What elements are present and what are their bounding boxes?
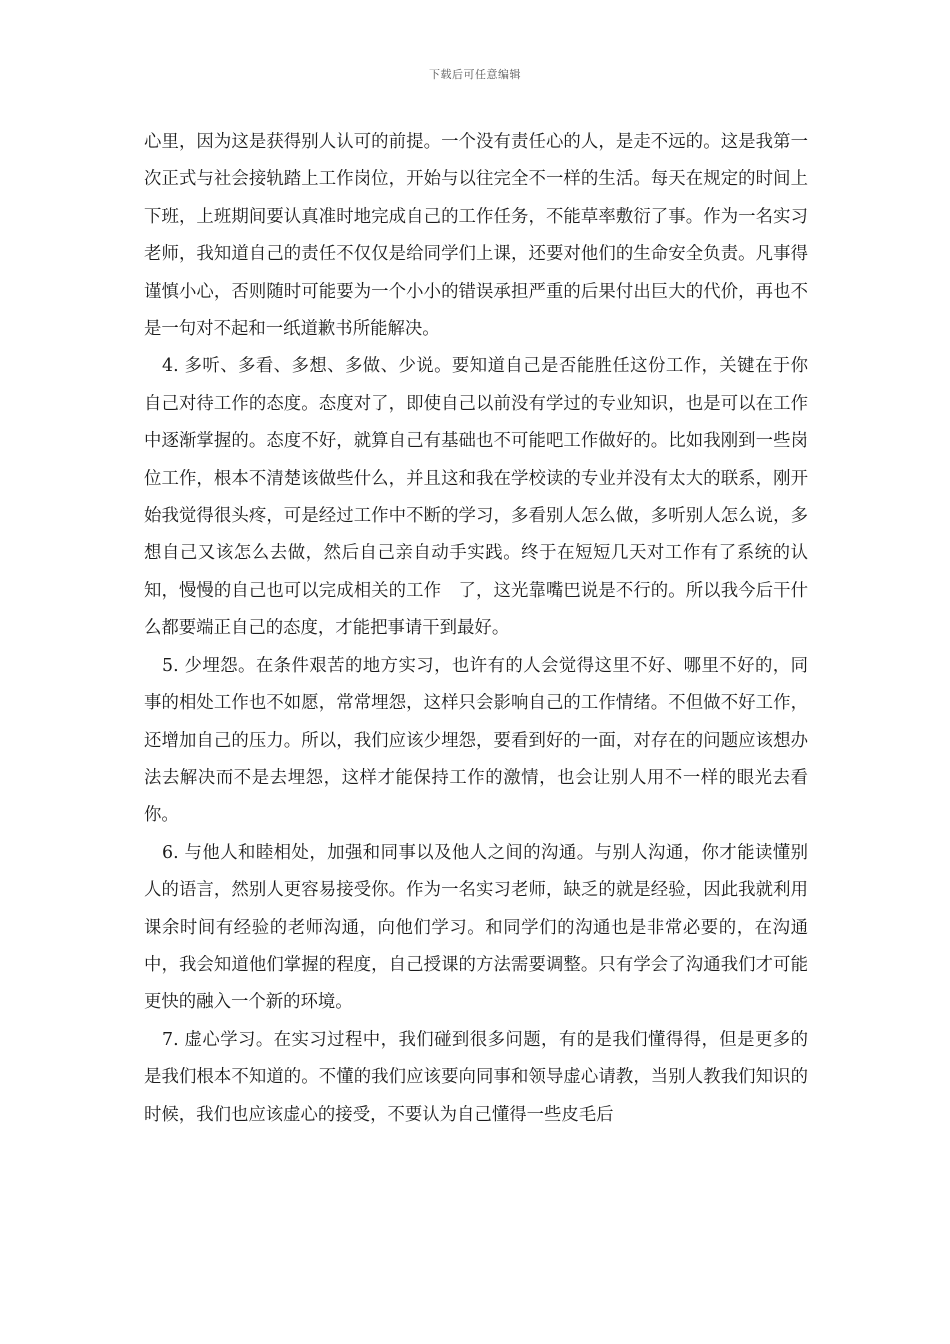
paragraph-item-6: 6. 与他人和睦相处，加强和同事以及他人之间的沟通。与别人沟通，你才能读懂别人的语言，然别人更容易接受你。作为一名实习老师，缺乏的就是经验，因此我就利用课余时间有经验的老师沟通，向他们学习。和同学们的沟通也是非常必要的，在沟通中，我会知道他们掌握的程度，自己授课的方法需要调整。只有学会了沟通我们才可能更快的融入一个新的环境。	[144, 842, 808, 1013]
page-header: 下载后可任意编辑	[429, 68, 521, 81]
paragraph-item-4: 4. 多听、多看、多想、多做、少说。要知道自己是否能胜任这份工作，关键在于你自己对待工作的态度。态度对了，即使自己以前没有学过的专业知识，也是可以在工作中逐渐掌握的。态度不好，就算自己有基础也不可能吧工作做好的。比如我刚到一些岗位工作，根本不清楚该做些什么，并且这和我在学校读的专业并没有太大的联系，刚开始我觉得很头疼，可是经过工作中不断的学习，多看别人怎么做，多听别人怎么说，多想自己又该怎么去做，然后自己亲自动手实践。终于在短短几天对工作有了系统的认知，慢慢的自己也可以完成相关的工作 了，这光靠嘴巴说是不行的。所以我今后干什么都要端正自己的态度，才能把事请干到最好。	[144, 356, 808, 639]
document-body	[144, 124, 808, 1134]
paragraph-item-5: 5. 少埋怨。在条件艰苦的地方实习，也许有的人会觉得这里不好、哪里不好的，同事的相处工作也不如愿，常常埋怨，这样只会影响自己的工作情绪。不但做不好工作，还增加自己的压力。所以，我们应该少埋怨，要看到好的一面，对存在的问题应该想办法去解决而不是去埋怨，这样才能保持工作的激情，也会让别人用不一样的眼光去看你。	[144, 655, 808, 826]
paragraph-item-7: 7. 虚心学习。在实习过程中，我们碰到很多问题，有的是我们懂得得，但是更多的是我们根本不知道的。不懂的我们应该要向同事和领导虚心请教，当别人教我们知识的时候，我们也应该虚心的接受，不要认为自己懂得一些皮毛后	[144, 1029, 808, 1125]
paragraph-continuation: 心里，因为这是获得别人认可的前提。一个没有责任心的人，是走不远的。这是我第一次正式与社会接轨踏上工作岗位，开始与以往完全不一样的生活。每天在规定的时间上下班，上班期间要认真准时地完成自己的工作任务，不能草率敷衍了事。作为一名实习老师，我知道自己的责任不仅仅是给同学们上课，还要对他们的生命安全负责。凡事得谨慎小心，否则随时可能要为一个小小的错误承担严重的后果付出巨大的代价，再也不是一句对不起和一纸道歉书所能解决。	[144, 132, 808, 340]
